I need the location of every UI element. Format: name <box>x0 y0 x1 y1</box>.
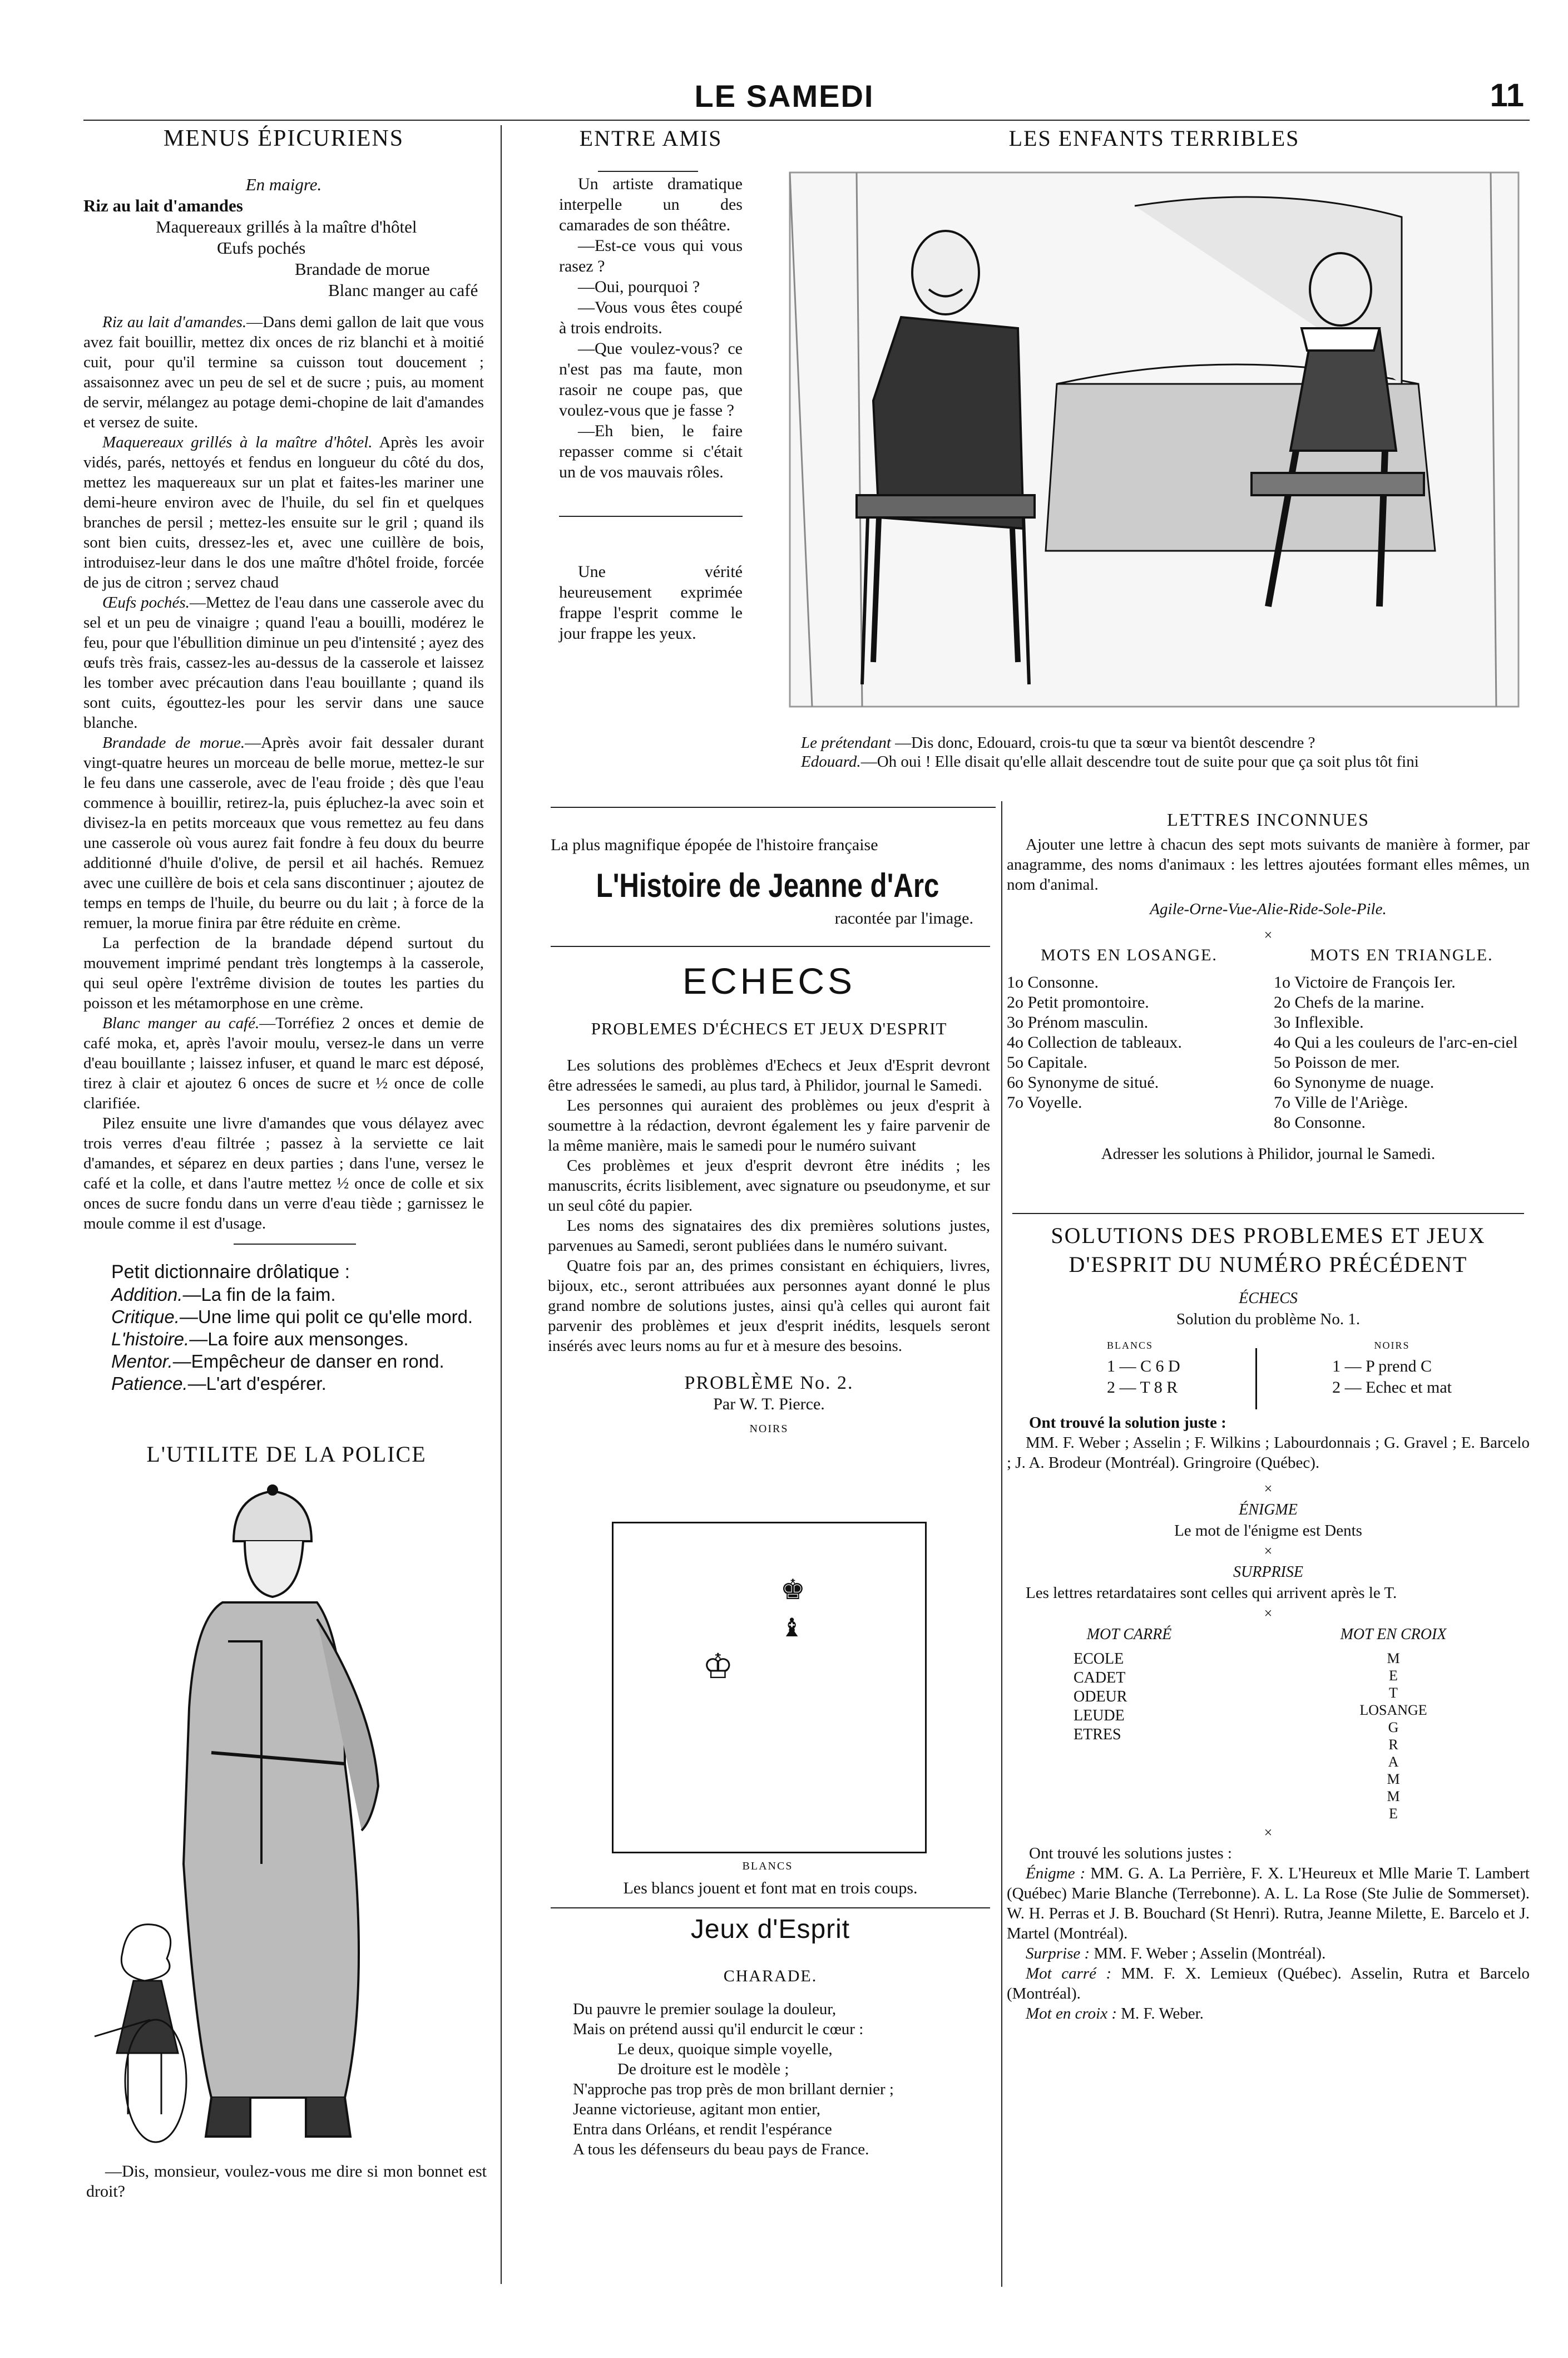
recipe-name: Brandade de morue. <box>102 734 245 752</box>
dictionnaire <box>111 1260 489 1395</box>
recipe <box>83 432 484 593</box>
menu-item: Riz au lait d'amandes <box>83 196 243 215</box>
amis-paragraph: —Que voulez-vous? ce n'est pas ma faute, mon rasoir ne coupe pas, que voulez-vous que je fasse ? <box>559 339 743 420</box>
list-item: 2o Petit promontoire. <box>1007 993 1149 1012</box>
separator: × <box>1264 1543 1273 1559</box>
echecs-paragraph: Les noms des signataires des dix premières solutions justes, parvenues au Samedi, seront publiées dans le numéro suivant. <box>548 1217 990 1255</box>
jeanne-sub: racontée par l'image. <box>834 909 973 928</box>
dictionnaire-entry: Critique.—Une lime qui polit ce qu'elle mord. <box>111 1306 473 1327</box>
triangle-title: MOTS EN TRIANGLE. <box>1310 946 1493 964</box>
list-item: 6o Synonyme de situé. <box>1007 1073 1159 1092</box>
separator: × <box>1264 927 1273 943</box>
menus-column <box>83 125 484 1234</box>
solutions-section <box>1007 1221 1530 2024</box>
recipe-name: Œufs pochés. <box>102 594 190 611</box>
list-item: 1o Consonne. <box>1007 973 1099 991</box>
surprise-label: SURPRISE <box>1233 1563 1303 1581</box>
menu-item: Œufs pochés <box>217 238 306 258</box>
triangle-list <box>1274 973 1530 1133</box>
chess-board <box>612 1522 927 1853</box>
charade-line: Du pauvre le premier soulage la douleur, <box>573 2000 837 2018</box>
entre-amis <box>559 125 743 644</box>
move: 1 — C 6 D <box>1107 1357 1180 1375</box>
amis-jeanne-divider <box>551 807 996 808</box>
echecs-section <box>548 960 990 1439</box>
amis-paragraph: —Vous vous êtes coupé à trois endroits. <box>559 298 743 337</box>
menu-item: Brandade de morue <box>295 259 430 279</box>
dictionnaire-entry: Patience.—L'art d'espérer. <box>111 1373 327 1394</box>
jeanne-title: L'Histoire de Jeanne d'Arc <box>596 867 939 904</box>
moves-noirs-label: NOIRS <box>1374 1340 1410 1351</box>
menus-title: MENUS ÉPICURIENS <box>163 126 404 151</box>
list-item: LEUDE <box>1074 1707 1125 1724</box>
solutions-title: SOLUTIONS DES PROBLEMES ET JEUX D'ESPRIT DU NUMÉRO PRÉCÉDENT <box>1051 1223 1486 1277</box>
lettres-words: Agile-Orne-Vue-Alie-Ride-Sole-Pile. <box>1150 900 1387 918</box>
recipe-text: La perfection de la brandade dépend surtout du mouvement imprimé pendant très longtemps à la casserole, qui seul opère l'extrême division de toutes les parties du poisson et les métamorphose en une crème. <box>83 934 484 1012</box>
losange-list <box>1007 973 1252 1113</box>
list-item: 4o Collection de tableaux. <box>1007 1033 1182 1052</box>
charade-line: N'approche pas trop près de mon brillant dernier ; <box>573 2080 894 2098</box>
list-item: 2o Chefs de la marine. <box>1274 993 1424 1012</box>
black-bishop-icon: ♝ <box>780 1614 804 1642</box>
croix-label: MOT EN CROIX <box>1340 1626 1447 1643</box>
final-solution: Surprise : MM. F. Weber ; Asselin (Montréal). <box>1026 1945 1326 1962</box>
echecs-paragraph: Quatre fois par an, des primes consistant en échiquiers, livres, bijoux, etc., seront attribuées aux personnes ayant donné le plus grand nombre de solutions justes, ainsi qu'à celles qui auront fait parvenir des problèmes et jeux d'esprit inédits, lesquels seront insérés avec leurs noms au fur et à mesure des besoins. <box>548 1257 990 1355</box>
recipe-text: Après les avoir vidés, parés, nettoyés et fendus en longueur du côté du dos, mettez les maquereaux sur un plat et faites-les mariner une demi-heure environ avec de l'huile, du sel fin et quelques branches de persil ; mettez-les ensuite sur le gril ; quand ils sont bien cuits, dressez-les et, avec une cuillère de bois, introduisez-leur dans le dos une maître d'hôtel froide, forcée de jus de citron ; servez chaud <box>83 433 484 591</box>
jeux-title: Jeux d'Esprit <box>690 1915 850 1944</box>
amis-paragraph: —Eh bien, le faire repasser comme si c'était un de vos mauvais rôles. <box>559 422 743 481</box>
echecs-subtitle: PROBLEMES D'ÉCHECS ET JEUX D'ESPRIT <box>591 1019 947 1038</box>
list-item: ODEUR <box>1074 1688 1127 1705</box>
separator: × <box>1264 1481 1273 1497</box>
recipe-text: —Dans demi gallon de lait que vous avez fait bouillir, mettez dix onces de riz blanchi et à moitié cuit, pour qu'il termine sa cuisson tout doucement ; assaisonnez avec un peu de sel et de sucre ; puis, au moment de servir, mélangez au potage demi-chopine de lait d'amandes et versez de suite. <box>83 313 484 431</box>
echecs-jeux-divider <box>551 1907 990 1908</box>
recipe-text: —Mettez de l'eau dans une casserole avec du sel et un peu de vinaigre ; quand l'eau a bouilli, modérez le feu, pour que l'ébullition diminue un peu d'intensité ; ayez des œufs très frais, cassez-les au-dessus de la casserole et laissez les tomber avec précaution dans l'eau bouillante ; quand ils sont cuits, égouttez-les pour les servir dans une sauce blanche. <box>83 594 484 732</box>
carre-list <box>1046 1650 1213 1744</box>
solutions-echecs-label: ÉCHECS <box>1239 1290 1298 1307</box>
column-rule-1 <box>501 125 502 2284</box>
dictionnaire-entry: Addition.—La fin de la faim. <box>111 1284 336 1305</box>
separator: × <box>1264 1605 1273 1621</box>
policeman-figure <box>184 1486 378 2137</box>
jeanne-echecs-divider <box>551 946 990 947</box>
list-item: 3o Inflexible. <box>1274 1013 1364 1032</box>
list-item: M <box>1387 1650 1400 1666</box>
menus-subtitle: En maigre. <box>245 175 322 194</box>
black-king-icon: ♚ <box>780 1574 805 1605</box>
move: 2 — T 8 R <box>1107 1378 1178 1397</box>
menu-item: Blanc manger au café <box>328 280 478 300</box>
list-item: CADET <box>1074 1669 1126 1686</box>
charade-title: CHARADE. <box>723 1967 818 1985</box>
column-divider <box>234 1244 356 1245</box>
enigme-text: Le mot de l'énigme est Dents <box>1174 1522 1362 1540</box>
final-solution: Mot carré : MM. F. X. Lemieux (Québec). Asselin, Rutra et Barcelo (Montréal). <box>1007 1965 1530 2002</box>
recipe-text: —Après avoir fait dessaler durant vingt-quatre heures un morceau de belle morue, mettez-le sur le feu dans une casserole, avec de l'eau froide ; dès que l'eau commence à bouillir, retirez-la, puis épluchez-la avec soin et divisez-la en petits morceaux que vous remettez au feu dans une casserole où vous aurez fait fondre à feu doux du beurre additionné d'huile d'olive, de persil et ail hachés. Remuez avec une cuillère de bois et cela sans discontinuer ; ajoutez de temps en temps de l'huile, du beurre ou du lait ; à force de la remuer, la morue finira par être réduite en crème. <box>83 734 484 932</box>
lettres-address: Adresser les solutions à Philidor, journal le Samedi. <box>1101 1145 1436 1163</box>
lettres-solutions-divider <box>1012 1213 1524 1214</box>
list-item: T <box>1389 1685 1398 1701</box>
board-blancs-label: BLANCS <box>742 1860 793 1872</box>
police-illustration <box>83 1474 489 2153</box>
recipe-name: Blanc manger au café. <box>102 1014 260 1032</box>
list-item: 7o Ville de l'Ariège. <box>1274 1093 1408 1112</box>
girl-figure <box>95 1925 186 2142</box>
recipe-text: —Torréfiez 2 onces et demie de café moka, et, après l'avoir moulu, versez-le dans un verre d'eau bouillante ; laissez infuser, et quand le marc est déposé, tirez à clair et ajoutez 6 onces de sucre et ½ once de colle clarifiée. <box>83 1014 484 1112</box>
list-item: M <box>1387 1788 1400 1804</box>
probleme-author: Par W. T. Pierce. <box>713 1395 825 1413</box>
charade-line: A tous les défenseurs du beau pays de France. <box>573 2140 869 2158</box>
solutions-trouve: Ont trouvé la solution juste : <box>1029 1414 1226 1432</box>
amis-paragraph: —Oui, pourquoi ? <box>578 278 700 296</box>
list-item: 4o Qui a les couleurs de l'arc-en-ciel <box>1274 1033 1518 1052</box>
list-item: A <box>1388 1754 1399 1770</box>
list-item: 6o Synonyme de nuage. <box>1274 1073 1435 1092</box>
list-item: 5o Poisson de mer. <box>1274 1053 1400 1072</box>
probleme-title: PROBLÈME No. 2. <box>684 1373 854 1393</box>
solutions-justes: Ont trouvé les solutions justes : <box>1029 1844 1232 1862</box>
recipe-text: Pilez ensuite une livre d'amandes que vous délayez avec trois verres d'eau filtrée ; passez à la serviette ce lait d'amandes, et séparez en deux parties ; dans l'une, versez le café et la colle, et dans l'autre mettez ½ once de colle et six onces de sucre fondu dans un verre d'eau tiède ; garnissez le moule comme il est d'usage. <box>83 1114 484 1232</box>
recipe <box>83 1013 484 1113</box>
amis-title-rule <box>598 171 698 172</box>
final-solution: Énigme : MM. G. A. La Perrière, F. X. L'Heureux et Mlle Marie T. Lambert (Québec) Marie Blanche (Terrebonne). A. L. La Rose (Ste Julie de Sommerset). W. H. Perras et J. B. Bouchard (St Henri). Rutra, Jeanne Milette, E. Barcelo et J. Martel (Montréal). <box>1007 1864 1530 1942</box>
probleme-instruction: Les blancs jouent et font mat en trois coups. <box>623 1879 918 1897</box>
list-item: 7o Voyelle. <box>1007 1093 1082 1112</box>
charade-line: Mais on prétend aussi qu'il endurcit le cœur : <box>573 2020 864 2038</box>
mots-grid <box>1007 1624 1530 1822</box>
recipe <box>83 733 484 933</box>
column-rule-3 <box>1001 801 1002 2287</box>
lettres-columns <box>1007 946 1530 1133</box>
solutions-probleme: Solution du problème No. 1. <box>1176 1310 1361 1328</box>
echecs-title: ECHECS <box>682 960 856 1002</box>
list-item: E <box>1389 1806 1398 1822</box>
solution-moves <box>1007 1335 1530 1409</box>
recipe-name: Maquereaux grillés à la maître d'hôtel. <box>102 433 373 451</box>
surprise-text: Les lettres retardataires sont celles qui arrivent après le T. <box>1026 1584 1397 1602</box>
move: 1 — P prend C <box>1332 1357 1432 1375</box>
amis-maxim: Une vérité heureusement exprimée frappe l'esprit comme le jour frappe les yeux. <box>559 563 743 643</box>
enfants-caption: Le prétendant —Dis donc, Edouard, crois-tu que ta sœur va bientôt descendre ? Edouard.—Oh oui ! Elle disait qu'elle allait descendre tout de suite pour que ça soit plus tôt fini <box>801 734 1419 771</box>
page-number: 11 <box>1490 77 1524 114</box>
jeanne-advert <box>545 835 990 929</box>
dictionnaire-entry: L'histoire.—La foire aux mensonges. <box>111 1329 409 1349</box>
final-solution: Mot en croix : M. F. Weber. <box>1026 2005 1204 2022</box>
police-caption: —Dis, monsieur, voulez-vous me dire si mon bonnet est droit? <box>86 2162 487 2201</box>
dictionnaire-title: Petit dictionnaire drôlatique : <box>111 1261 350 1282</box>
carre-label: MOT CARRÉ <box>1086 1626 1172 1643</box>
jeux-section <box>551 1914 990 2159</box>
list-item: M <box>1387 1771 1400 1787</box>
list-item: 3o Prénom masculin. <box>1007 1013 1149 1032</box>
separator: × <box>1264 1824 1273 1841</box>
lettres-title: LETTRES INCONNUES <box>1167 810 1369 830</box>
charade-line: Le deux, quoique simple voyelle, <box>617 2040 833 2058</box>
enigme-label: ÉNIGME <box>1239 1501 1298 1518</box>
list-item: 8o Consonne. <box>1274 1113 1366 1132</box>
charade-line: Jeanne victorieuse, agitant mon entier, <box>573 2100 820 2118</box>
moves-blancs-label: BLANCS <box>1107 1340 1154 1351</box>
amis-paragraph: —Est-ce vous qui vous rasez ? <box>559 236 743 275</box>
police-title: L'UTILITE DE LA POLICE <box>146 1442 427 1467</box>
white-king-icon: ♔ <box>703 1648 734 1686</box>
echecs-paragraph: Les solutions des problèmes d'Echecs et Jeux d'Esprit devront être adressées le samedi, au plus tard, à Philidor, journal le Samedi. <box>548 1057 990 1094</box>
menu-item: Maquereaux grillés à la maître d'hôtel <box>156 217 417 236</box>
lettres-section <box>1007 810 1530 1164</box>
jeanne-intro: La plus magnifique épopée de l'histoire française <box>551 836 878 854</box>
list-item: 5o Capitale. <box>1007 1053 1087 1072</box>
dictionnaire-entry: Mentor.—Empêcheur de danser en rond. <box>111 1351 444 1372</box>
solutions-names: MM. F. Weber ; Asselin ; F. Wilkins ; Labourdonnais ; G. Gravel ; E. Barcelo ; J. A. Brodeur (Montréal). Gringroire (Québec). <box>1007 1434 1530 1472</box>
echecs-paragraph: Les personnes qui auraient des problèmes ou jeux d'esprit à soumettre à la rédaction, devront également les y faire parvenir de la même manière, mais le samedi pour le numéro suivant <box>548 1097 990 1155</box>
enfants-illustration <box>779 161 1530 718</box>
recipe <box>83 593 484 733</box>
list-item: 1o Victoire de François Ier. <box>1274 973 1456 991</box>
enfants-title: LES ENFANTS TERRIBLES <box>1008 126 1300 151</box>
list-item: R <box>1388 1737 1398 1753</box>
amis-paragraph: Un artiste dramatique interpelle un des camarades de son théâtre. <box>559 175 743 234</box>
charade-line: De droiture est le modèle ; <box>617 2060 789 2078</box>
header-rule <box>83 120 1530 121</box>
losange-title: MOTS EN LOSANGE. <box>1041 946 1218 964</box>
lettres-text: Ajouter une lettre à chacun des sept mots suivants de manière à former, par anagramme, des noms d'animaux : les lettres ajoutées formant elles mêmes, un nom d'animal. <box>1007 836 1530 894</box>
echecs-paragraph: Ces problèmes et jeux d'esprit devront être inédits ; les manuscrits, écrits lisiblement, avec signature ou pseudonyme, et sur un seul côté du papier. <box>548 1157 990 1215</box>
board-noirs-label: NOIRS <box>749 1423 789 1435</box>
recipe <box>83 312 484 432</box>
list-item: E <box>1389 1668 1398 1684</box>
list-item: G <box>1388 1719 1399 1735</box>
list-item: ETRES <box>1074 1726 1121 1743</box>
recipe-name: Riz au lait d'amandes. <box>102 313 247 331</box>
list-item: ECOLE <box>1074 1650 1124 1668</box>
charade-line: Entra dans Orléans, et rendit l'espérance <box>573 2120 832 2138</box>
list-item: LOSANGE <box>1359 1702 1427 1718</box>
amis-divider <box>559 516 743 517</box>
recipe <box>83 1113 484 1234</box>
recipe <box>83 933 484 1013</box>
journal-title: LE SAMEDI <box>694 78 874 114</box>
amis-title: ENTRE AMIS <box>579 126 723 151</box>
move: 2 — Echec et mat <box>1332 1378 1452 1397</box>
croix-list <box>1302 1650 1485 1822</box>
